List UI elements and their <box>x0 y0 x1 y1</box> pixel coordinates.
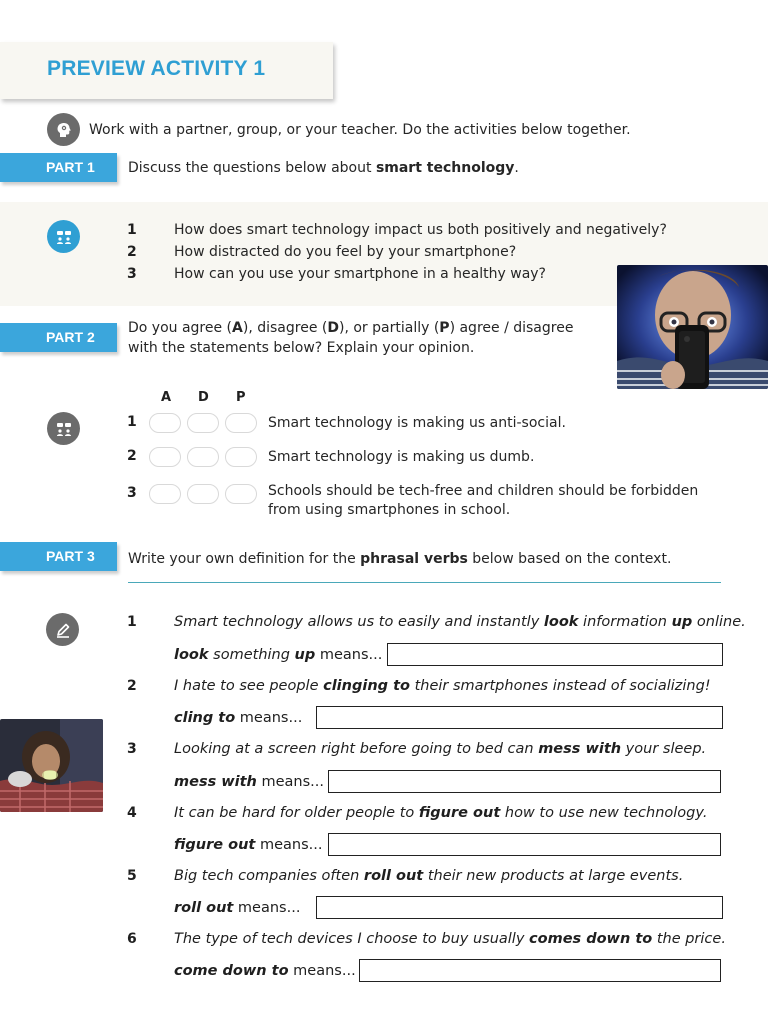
item-number: 6 <box>127 931 137 947</box>
group-discussion-icon <box>47 412 80 445</box>
disagree-checkbox[interactable] <box>187 447 219 467</box>
definition-input[interactable] <box>328 770 721 793</box>
item-number: 5 <box>127 868 137 884</box>
page-title: PREVIEW ACTIVITY 1 <box>47 57 266 80</box>
question-text: How can you use your smartphone in a healthy way? <box>174 266 546 282</box>
agree-checkbox[interactable] <box>149 447 181 467</box>
item-sentence: The type of tech devices I choose to buy usually comes down to the price. <box>174 931 726 947</box>
column-header-agree: A <box>161 390 172 405</box>
definition-input[interactable] <box>316 896 723 919</box>
disagree-checkbox[interactable] <box>187 413 219 433</box>
person-in-bed-with-phone-image <box>0 719 103 812</box>
part2-label: PART 2 <box>0 323 117 352</box>
partially-checkbox[interactable] <box>225 413 257 433</box>
statement-text: Schools should be tech-free and children should be forbidden <box>268 483 699 499</box>
statement-number: 3 <box>127 485 137 501</box>
definition-prompt: roll out means... <box>174 900 301 916</box>
question-number: 1 <box>127 222 137 238</box>
part3-instruction: Write your own definition for the phrasal verbs below based on the context. <box>128 551 672 567</box>
definition-prompt: come down to means... <box>174 963 356 979</box>
item-sentence: Big tech companies often roll out their new products at large events. <box>174 868 684 884</box>
question-text: How distracted do you feel by your smartphone? <box>174 244 517 260</box>
definition-prompt: look something up means... <box>174 647 383 663</box>
partially-checkbox[interactable] <box>225 484 257 504</box>
intro-text: Work with a partner, group, or your teacher. Do the activities below together. <box>89 122 631 138</box>
question-number: 3 <box>127 266 137 282</box>
part1-label: PART 1 <box>0 153 117 182</box>
pencil-icon <box>46 613 79 646</box>
agree-checkbox[interactable] <box>149 413 181 433</box>
partially-checkbox[interactable] <box>225 447 257 467</box>
item-sentence: It can be hard for older people to figure out how to use new technology. <box>174 805 708 821</box>
section-divider <box>128 582 721 583</box>
item-number: 2 <box>127 678 137 694</box>
part1-instruction: Discuss the questions below about smart technology. <box>128 160 519 176</box>
item-sentence: Looking at a screen right before going to bed can mess with your sleep. <box>174 741 707 757</box>
column-header-partially: P <box>236 390 246 405</box>
column-header-disagree: D <box>198 390 209 405</box>
question-text: How does smart technology impact us both positively and negatively? <box>174 222 667 238</box>
head-gear-icon <box>47 113 80 146</box>
part3-label: PART 3 <box>0 542 117 571</box>
item-sentence: Smart technology allows us to easily and instantly look information up online. <box>174 614 746 630</box>
question-number: 2 <box>127 244 137 260</box>
agree-checkbox[interactable] <box>149 484 181 504</box>
statement-text: Smart technology is making us anti-social. <box>268 415 566 431</box>
disagree-checkbox[interactable] <box>187 484 219 504</box>
definition-prompt: figure out means... <box>174 837 323 853</box>
part2-instruction-line2: with the statements below? Explain your opinion. <box>128 340 475 356</box>
statement-number: 2 <box>127 448 137 464</box>
item-number: 3 <box>127 741 137 757</box>
definition-input[interactable] <box>328 833 721 856</box>
item-number: 1 <box>127 614 137 630</box>
item-number: 4 <box>127 805 137 821</box>
man-with-smartphone-image <box>617 265 768 389</box>
statement-text: Smart technology is making us dumb. <box>268 449 535 465</box>
definition-input[interactable] <box>316 706 723 729</box>
statement-number: 1 <box>127 414 137 430</box>
definition-prompt: cling to means... <box>174 710 303 726</box>
group-discussion-icon <box>47 220 80 253</box>
statement-text: from using smartphones in school. <box>268 502 511 518</box>
definition-input[interactable] <box>359 959 721 982</box>
definition-input[interactable] <box>387 643 723 666</box>
part2-instruction-line1: Do you agree (A), disagree (D), or partially (P) agree / disagree <box>128 320 574 336</box>
definition-prompt: mess with means... <box>174 774 324 790</box>
item-sentence: I hate to see people clinging to their smartphones instead of socializing! <box>174 678 711 694</box>
